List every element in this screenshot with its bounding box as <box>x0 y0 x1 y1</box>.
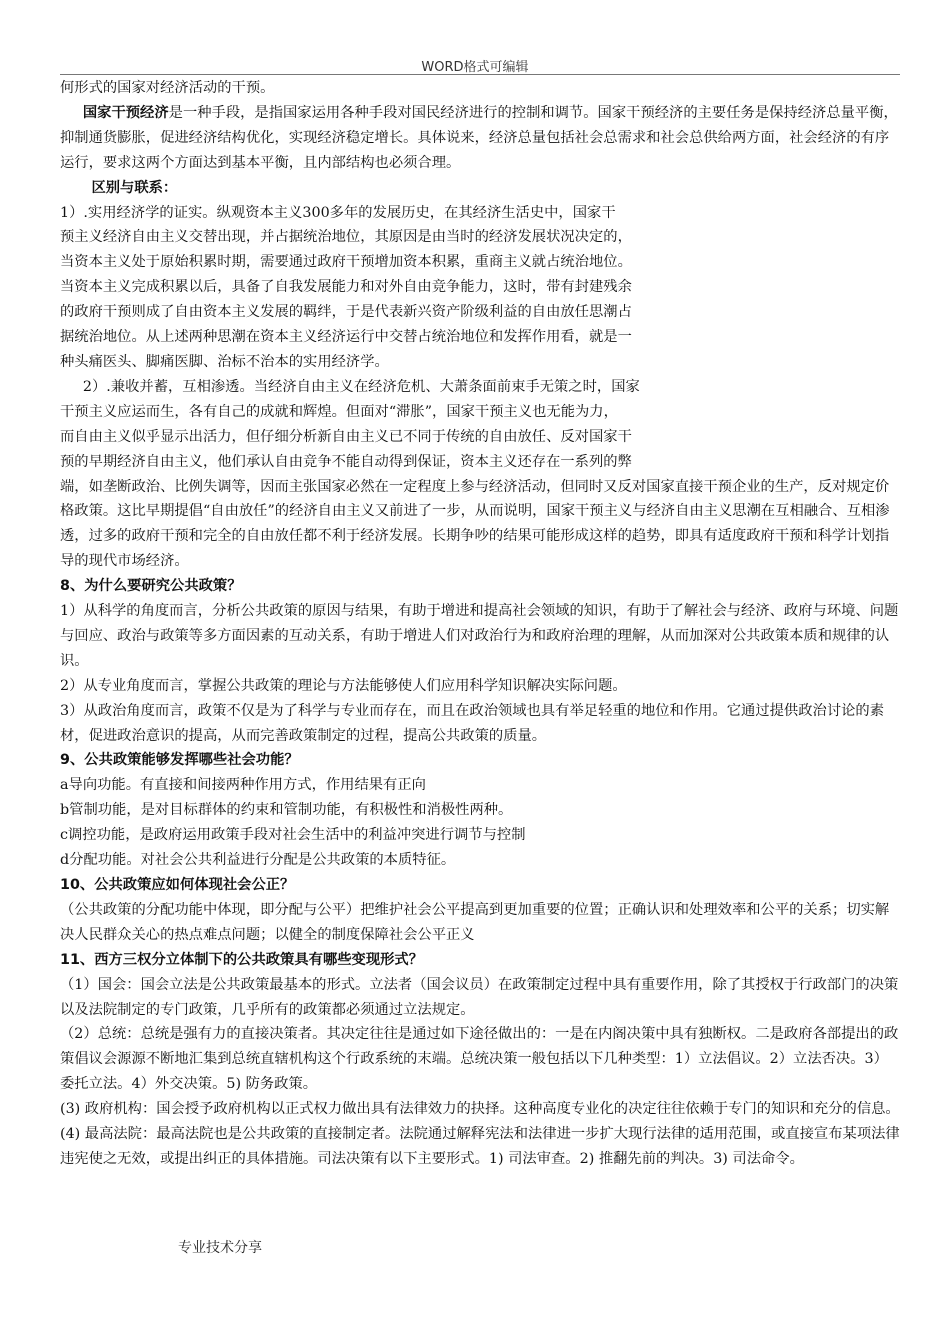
page-footer: 专业技术分享 <box>178 1240 262 1256</box>
q9-item: b管制功能，是对目标群体的约束和管制功能，有积极性和消极性两种。 <box>60 802 513 819</box>
question-8-heading: 8、为什么要研究公共政策？ <box>60 578 242 595</box>
page-header: WORD格式可编辑 <box>421 60 529 75</box>
q11-item: （1）国会：国会立法是公共政策最基本的形式。立法者（国会议员）在政策制定过程中具有重要作用，除了其授权于行政部门的决策以及法院制定的专门政策，几乎所有的政策都必须通过立法规定。 <box>60 976 899 1018</box>
document-body <box>60 76 902 1172</box>
d1-line: 当资本主义处于原始积累时期，需要通过政府干预增加资本积累，重商主义就占统治地位。 <box>60 254 632 271</box>
d1-line: 预主义经济自由主义交替出现，并占据统治地位，其原因是由当时的经济发展状况决定的， <box>60 229 632 246</box>
d2-line: 2）.兼收并蓄，互相渗透。当经济自由主义在经济危机、大萧条面前束手无策之时，国家 <box>82 378 640 395</box>
q8-item: 1）从科学的角度而言，分析公共政策的原因与结果，有助于增进和提高社会领域的知识，有助于了解社会与经济、政府与环境、问题与回应、政治与政策等多方面因素的互动关系，有助于增进人们对政治行为和政府治理的理解，从而加深对公共政策本质和规律的认识。 <box>60 603 899 669</box>
d1-line: 种头痛医头、脚痛医脚、治标不治本的实用经济学。 <box>60 353 389 370</box>
q11-item: (3) 政府机构：国会授予政府机构以正式权力做出具有法律效力的抉择。这种高度专业化的决定往往依赖于专门的知识和充分的信息。 <box>60 1101 900 1118</box>
q10-text: （公共政策的分配功能中体现，即分配与公平）把维护社会公平提高到更加重要的位置；正确认识和处理效率和公平的关系；切实解决人民群众关心的热点难点问题；以健全的制度保障社会公平正义 <box>60 901 890 943</box>
q8-item: 2）从专业角度而言，掌握公共政策的理论与方法能够使人们应用科学知识解决实际问题。 <box>60 677 627 694</box>
d2-line: 而自由主义似乎显示出活力，但仔细分析新自由主义已不同于传统的自由放任、反对国家干 <box>60 428 632 445</box>
d1-line: 的政府干预则成了自由资本主义发展的羁绊，于是代表新兴资产阶级利益的自由放任思潮占 <box>60 304 632 321</box>
question-10-heading: 10、公共政策应如何体现社会公正？ <box>60 877 295 893</box>
question-9-heading: 9、公共政策能够发挥哪些社会功能？ <box>60 752 299 769</box>
heading-difference: 区别与联系： <box>91 179 178 196</box>
q9-item: c调控功能，是政府运用政策手段对社会生活中的利益冲突进行调节与控制 <box>60 827 526 844</box>
paragraph-intro-tail: 何形式的国家对经济活动的干预。 <box>60 80 275 96</box>
q11-item: (4) 最高法院：最高法院也是公共政策的直接制定者。法院通过解释宪法和法律进一步扩大现行法律的适用范围，或直接宣布某项法律违宪使之无效，或提出纠正的具体措施。司法决策有以下主要形式。1) 司法审查。2) 推翻先前的判决。3) 司法命令。 <box>60 1126 900 1167</box>
term-state-intervention: 国家干预经济 <box>82 104 169 121</box>
q8-item: 3）从政治角度而言，政策不仅是为了科学与专业而存在，而且在政治领域也具有举足轻重的地位和作用。它通过提供政治讨论的素材，促进政治意识的提高，从而完善政策制定的过程，提高公共政策的质量。 <box>60 702 885 744</box>
q9-item: d分配功能。对社会公共利益进行分配是公共政策的本质特征。 <box>60 852 456 869</box>
question-11-heading: 11、西方三权分立体制下的公共政策具有哪些变现形式？ <box>60 951 424 968</box>
paragraph-state-intervention <box>60 101 902 176</box>
d2-line: 预的早期经济自由主义，他们承认自由竞争不能自动得到保证，资本主义还存在一系列的弊 <box>60 453 632 470</box>
state-intervention-definition: 是一种手段，是指国家运用各种手段对国民经济进行的控制和调节。国家干预经济的主要任务是保持经济总量平衡，抑制通货膨胀，促进经济结构优化，实现经济稳定增长。具体说来，经济总量包括社会总需求和社会总供给两方面，社会经济的有序运行，要求这两个方面达到基本平衡，且内部结构也必须合理。 <box>60 104 898 171</box>
header-divider <box>60 74 900 75</box>
d1-line: 据统治地位。从上述两种思潮在资本主义经济运行中交替占统治地位和发挥作用看，就是一 <box>60 329 632 346</box>
d1-line: 1）.实用经济学的证实。纵观资本主义300多年的发展历史，在其经济生活史中，国家干 <box>60 204 616 221</box>
q11-item: （2）总统：总统是强有力的直接决策者。其决定往往是通过如下途径做出的：一是在内阁决策中具有独断权。二是政府各部提出的政策倡议会源源不断地汇集到总统直辖机构这个行政系统的末端。总统决策一般包括以下几种类型：1）立法倡议。2）立法否决。3）委托立法。4）外交决策。5) 防务政策。 <box>60 1026 899 1093</box>
d2-tail: 端，如垄断政治、比例失调等，因而主张国家必然在一定程度上参与经济活动，但同时又反对国家直接干预企业的生产，反对规定价格政策。这比早期提倡“自由放任”的经济自由主义又前进了一步，从而说明，国家干预主义与经济自由主义思潮在互相融合、互相渗透，过多的政府干预和完全的自由放任都不利于经济发展。长期争吵的结果可能形成这样的趋势，即具有适度政府干预和科学计划指导的现代市场经济。 <box>60 478 890 570</box>
q9-item: a导向功能。有直接和间接两种作用方式，作用结果有正向 <box>60 777 426 794</box>
d1-line: 当资本主义完成积累以后，具备了自我发展能力和对外自由竞争能力，这时，带有封建残余 <box>60 279 632 296</box>
d2-line: 干预主义应运而生，各有自己的成就和辉煌。但面对“滞胀”，国家干预主义也无能为力， <box>60 403 618 420</box>
